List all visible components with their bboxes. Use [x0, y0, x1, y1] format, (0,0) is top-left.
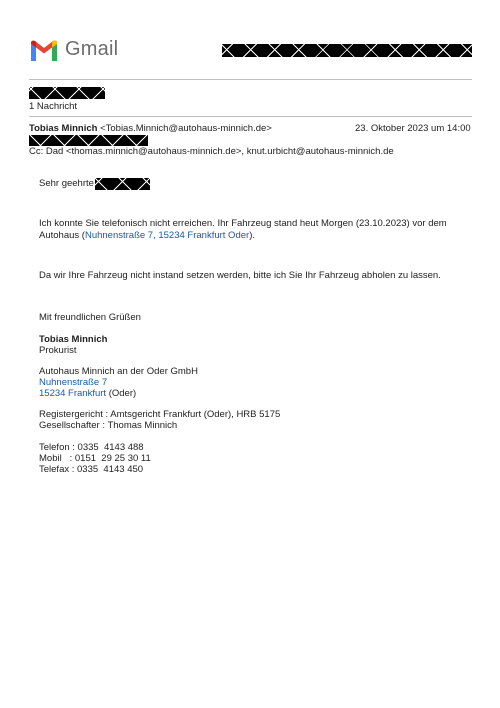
greeting	[39, 178, 150, 190]
sender-name: Tobias Minnich	[29, 123, 98, 134]
sender-email: <Tobias.Minnich@autohaus-minnich.de>	[100, 123, 272, 134]
greeting-text: Sehr geehrte	[39, 178, 94, 189]
signature-city-suffix: (Oder)	[106, 388, 137, 399]
signature-phone: Telefon : 0335 4143 488	[39, 442, 144, 453]
sender-line	[29, 123, 272, 135]
signature-shareholder: Gesellschafter : Thomas Minnich	[39, 420, 178, 431]
paragraph-1-suffix: ).	[249, 229, 255, 241]
redacted-subject	[29, 87, 105, 99]
gmail-logo	[29, 38, 118, 61]
signature-company: Autohaus Minnich an der Oder GmbH	[39, 366, 198, 377]
gmail-wordmark: Gmail	[65, 38, 119, 60]
message-divider	[29, 116, 472, 117]
message-count: 1 Nachricht	[29, 101, 78, 112]
paragraph-1-prefix: Autohaus (	[39, 229, 85, 241]
signature-street-link[interactable]: Nuhnenstraße 7	[39, 377, 108, 388]
paragraph-1-line-1: Ich konnte Sie telefonisch nicht erreichen. Ihr Fahrzeug stand heut Morgen (23.10.2023) vor dem	[39, 218, 447, 229]
signature-name: Tobias Minnich	[39, 334, 108, 345]
signature-fax: Telefax : 0335 4143 450	[39, 464, 144, 475]
paragraph-1-line-2	[39, 230, 447, 242]
header-divider	[29, 79, 472, 80]
redacted-name	[95, 178, 150, 190]
redacted-account	[222, 44, 472, 57]
address-link[interactable]: Nuhnenstraße 7, 15234 Frankfurt Oder	[84, 229, 250, 241]
closing: Mit freundlichen Grüßen	[39, 312, 141, 323]
gmail-m-icon	[29, 39, 59, 61]
email-date: 23. Oktober 2023 um 14:00	[355, 123, 471, 134]
cc-line: Cc: Dad <thomas.minnich@autohaus-minnich.de>, knut.urbicht@autohaus-minnich.de	[29, 146, 394, 157]
signature-register: Registergericht : Amtsgericht Frankfurt (Oder), HRB 5175	[39, 409, 281, 420]
paragraph-2: Da wir Ihre Fahrzeug nicht instand setzen werden, bitte ich Sie Ihr Fahrzeug abholen zu lassen.	[39, 270, 441, 281]
signature-city-link[interactable]: 15234 Frankfurt	[39, 388, 107, 399]
signature-mobile: Mobil : 0151 29 25 30 11	[39, 453, 151, 464]
redacted-recipient	[29, 135, 148, 146]
paragraph-1	[39, 218, 447, 241]
signature-title: Prokurist	[39, 345, 77, 356]
signature-city	[39, 388, 136, 400]
